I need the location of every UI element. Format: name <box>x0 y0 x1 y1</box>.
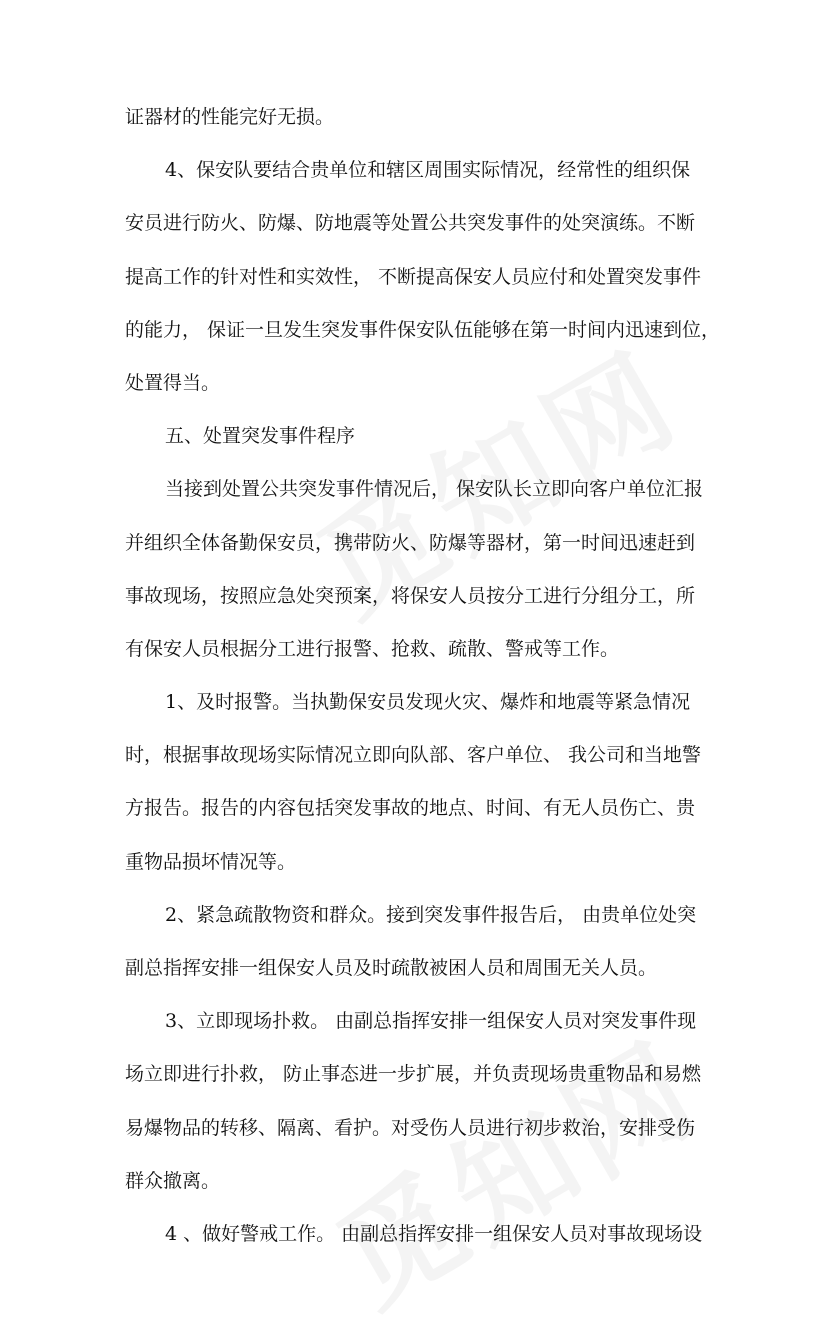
paragraph-line-19: 场立即进行扑救， 防止事态进一步扩展，并负责现场贵重物品和易燃 <box>125 1063 702 1086</box>
paragraph-line-11: 有保安人员根据分工进行报警、抢救、疏散、警戒等工作。 <box>125 637 620 660</box>
paragraph-line-20: 易爆物品的转移、隔离、看护。对受伤人员进行初步救治，安排受伤 <box>125 1116 696 1139</box>
paragraph-line-8: 当接到处置公共突发事件情况后， 保安队长立即向客户单位汇报 <box>165 478 704 501</box>
paragraph-line-6: 处置得当。 <box>125 371 221 394</box>
paragraph-line-5: 的能力， 保证一旦发生突发事件保安队伍能够在第一时间内迅速到位， <box>125 318 721 341</box>
paragraph-line-12: 1、及时报警。当执勤保安员发现火灾、爆炸和地震等紧急情况 <box>165 691 691 714</box>
paragraph-line-13: 时，根据事故现场实际情况立即向队部、客户单位、 我公司和当地警 <box>125 744 702 767</box>
paragraph-line-4: 提高工作的针对性和实效性， 不断提高保安人员应付和处置突发事件 <box>125 265 702 288</box>
section-heading: 五、处置突发事件程序 <box>165 425 356 448</box>
paragraph-line-22: 4 、做好警戒工作。 由副总指挥安排一组保安人员对事故现场设 <box>165 1222 703 1245</box>
paragraph-line-18: 3、立即现场扑救。 由副总指挥安排一组保安人员对突发事件现 <box>165 1010 697 1033</box>
paragraph-line-2: 4、保安队要结合贵单位和辖区周围实际情况，经常性的组织保 <box>165 159 691 182</box>
paragraph-line-1: 证器材的性能完好无损。 <box>125 106 335 128</box>
paragraph-line-17: 副总指挥安排一组保安人员及时疏散被困人员和周围无关人员。 <box>125 957 658 979</box>
paragraph-line-10: 事故现场，按照应急处突预案，将保安人员按分工进行分组分工，所 <box>125 584 696 607</box>
document-body <box>125 100 721 1270</box>
paragraph-line-21: 群众撤离。 <box>125 1169 221 1192</box>
paragraph-line-3: 安员进行防火、防爆、防地震等处置公共突发事件的处突演练。不断 <box>125 212 696 235</box>
paragraph-line-16: 2、紧急疏散物资和群众。接到突发事件报告后， 由贵单位处突 <box>165 903 697 926</box>
paragraph-line-9: 并组织全体备勤保安员，携带防火、防爆等器材，第一时间迅速赶到 <box>125 531 696 554</box>
paragraph-line-15: 重物品损坏情况等。 <box>125 850 297 873</box>
paragraph-line-14: 方报告。报告的内容包括突发事故的地点、时间、有无人员伤亡、贵 <box>125 797 696 820</box>
